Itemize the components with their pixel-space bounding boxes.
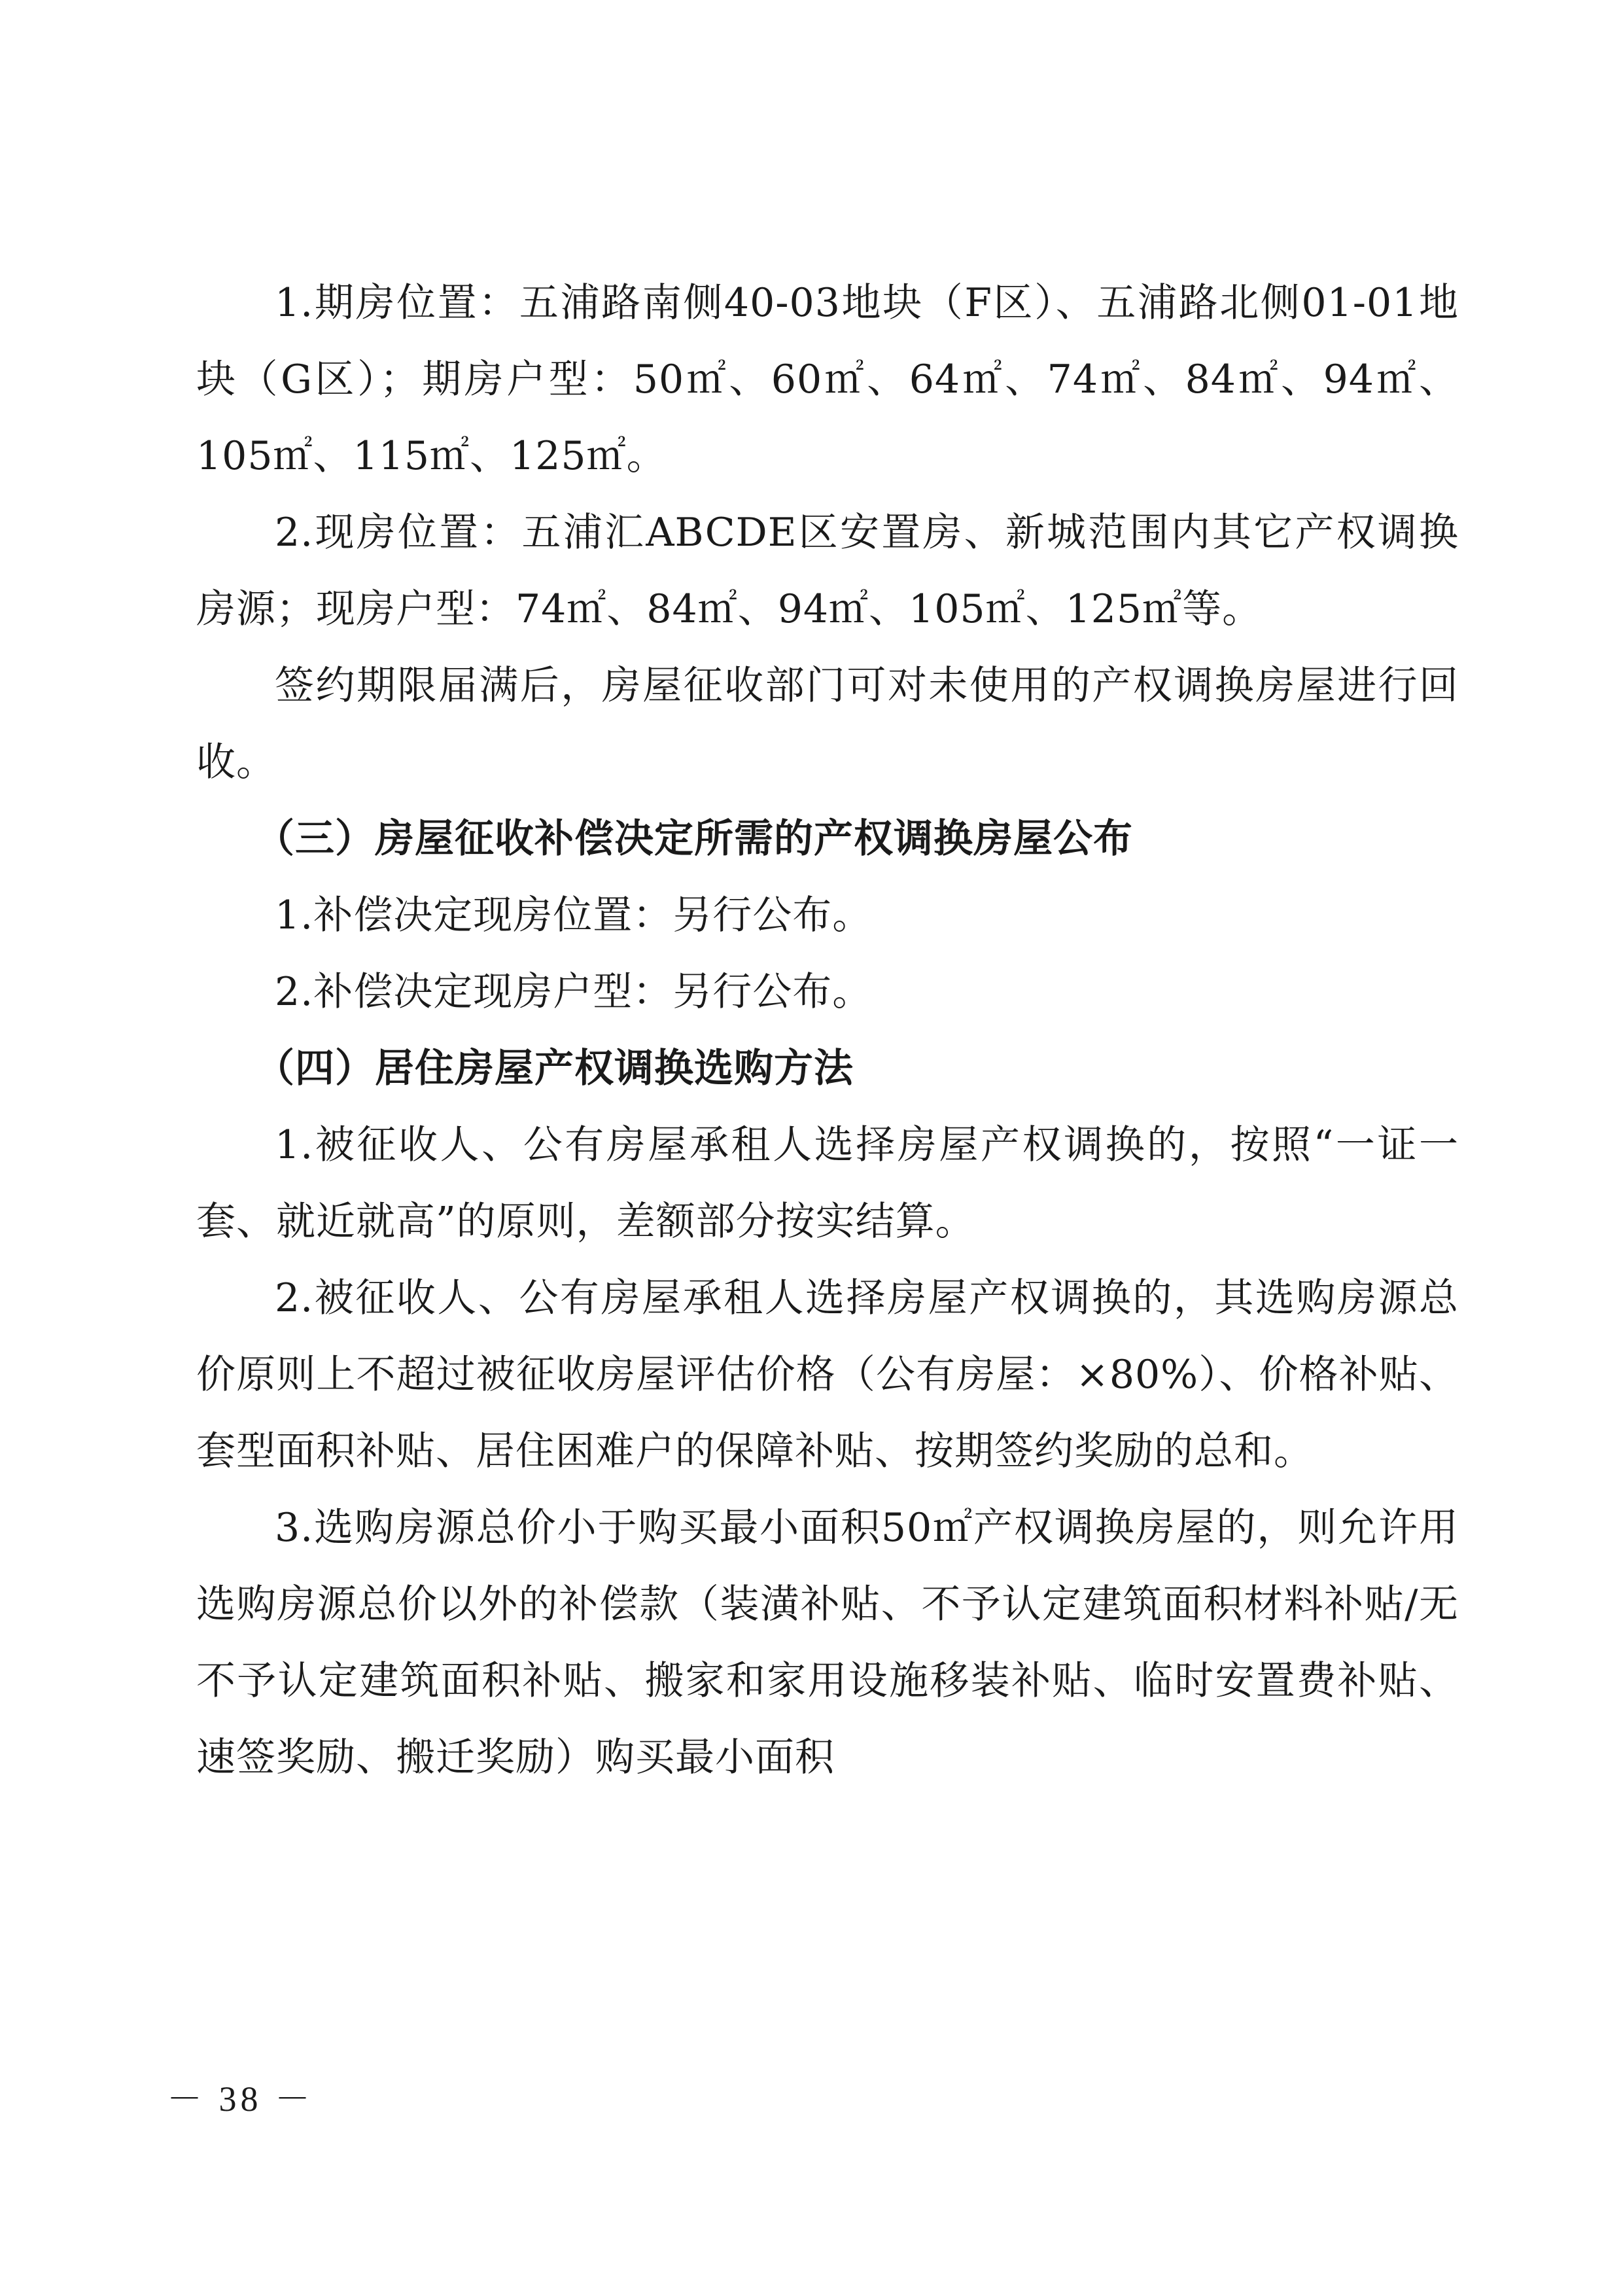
paragraph-reclaim-notice: 签约期限届满后，房屋征收部门可对未使用的产权调换房屋进行回收。 xyxy=(196,663,1459,785)
paragraph-existing-housing-location: 2.现房位置：五浦汇ABCDE区安置房、新城范围内其它产权调换房源；现房户型：74㎡、84㎡、94㎡、105㎡、125㎡等。 xyxy=(196,510,1459,632)
paragraph-method-3: 3.选购房源总价小于购买最小面积50㎡产权调换房屋的，则允许用选购房源总价以外的补偿款（装潢补贴、不予认定建筑面积材料补贴/无不予认定建筑面积补贴、搬家和家用设施移装补贴、临时安置费补贴、速签奖励、搬迁奖励）购买最小面积 xyxy=(196,1505,1459,1780)
section-heading-4: （四）居住房屋产权调换选购方法 xyxy=(255,1046,854,1091)
paragraph-decision-location: 1.补偿决定现房位置：另行公布。 xyxy=(275,892,873,938)
paragraph-decision-unit-type: 2.补偿决定现房户型：另行公布。 xyxy=(275,969,873,1015)
section-heading-3: （三）房屋征收补偿决定所需的产权调换房屋公布 xyxy=(255,816,1133,862)
paragraph-future-housing-location: 1.期房位置：五浦路南侧40-03地块（F区）、五浦路北侧01-01地块（G区）；期房户型：50㎡、60㎡、64㎡、74㎡、84㎡、94㎡、105㎡、115㎡、125㎡。 xyxy=(196,280,1459,479)
body-text xyxy=(196,265,1459,1796)
page-number: － 38 － xyxy=(167,2079,314,2119)
paragraph-method-1: 1.被征收人、公有房屋承租人选择房屋产权调换的，按照“一证一套、就近就高”的原则，差额部分按实结算。 xyxy=(196,1122,1459,1245)
paragraph-method-2: 2.被征收人、公有房屋承租人选择房屋产权调换的，其选购房源总价原则上不超过被征收房屋评估价格（公有房屋：×80%）、价格补贴、套型面积补贴、居住困难户的保障补贴、按期签约奖励的总和。 xyxy=(196,1275,1459,1474)
